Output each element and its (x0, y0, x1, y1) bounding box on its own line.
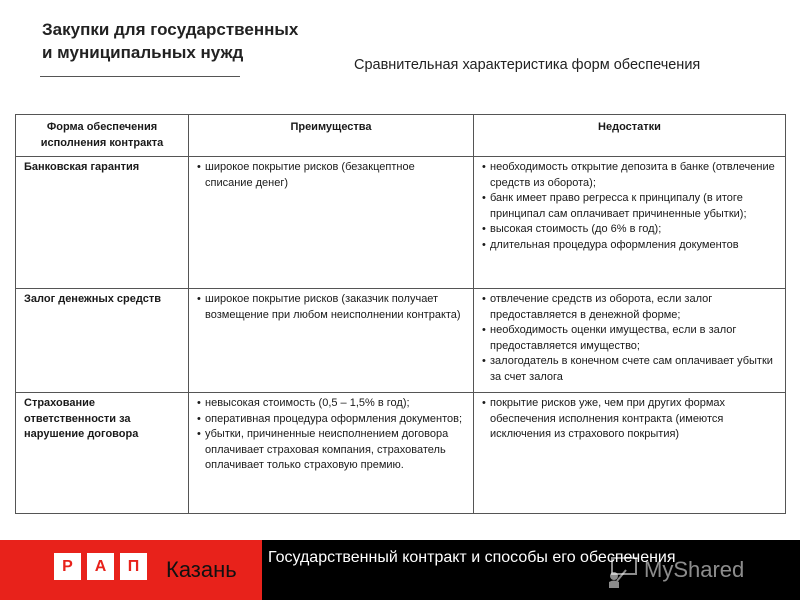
comparison-table (15, 114, 786, 514)
list-item: • убытки, причиненные неисполнением договора оплачивает страховая компания, страхователь оплачивает только страховую премию. (197, 427, 465, 474)
disadvantages-cell (474, 289, 786, 393)
list-item: • длительная процедура оформления документов (482, 238, 777, 254)
footer-brand-panel (0, 540, 262, 600)
title-divider (40, 76, 240, 77)
column-header-disadvantages: Недостатки (474, 115, 786, 157)
page-title (42, 18, 372, 64)
footer-bar (0, 540, 800, 600)
list-item: • банк имеет право регресса к принципалу (в итоге принципал сам оплачивает причиненные убытки); (482, 191, 777, 222)
advantages-cell (189, 393, 474, 514)
disadvantages-cell (474, 393, 786, 514)
list-item: • необходимость открытие депозита в банке (отвлечение средств из оборота); (482, 160, 777, 191)
title-line-1: Закупки для государственных (42, 20, 299, 39)
list-item: • отвлечение средств из оборота, если залог предоставляется в денежной форме; (482, 292, 777, 323)
row-form-name: Залог денежных средств (16, 289, 189, 393)
list-item: • невысокая стоимость (0,5 – 1,5% в год); (197, 396, 465, 412)
logo-letter: Р (54, 553, 81, 580)
watermark-text: MyShared (644, 557, 745, 582)
table-row (16, 289, 786, 393)
advantages-cell (189, 289, 474, 393)
table-row (16, 393, 786, 514)
list-item: • залогодатель в конечном счете сам оплачивает убытки за счет залога (482, 354, 777, 385)
list-item: • широкое покрытие рисков (заказчик получает возмещение при любом неисполнении контракта) (197, 292, 465, 323)
row-form-name: Страхование ответственности за нарушение договора (16, 393, 189, 514)
footer-caption: Государственный контракт и способы его обеспечения (268, 549, 676, 566)
title-line-2: и муниципальных нужд (42, 43, 244, 62)
watermark (606, 554, 796, 590)
disadvantages-cell (474, 157, 786, 289)
page-subtitle: Сравнительная характеристика форм обеспечения (354, 57, 701, 73)
list-item: • широкое покрытие рисков (безакцептное списание денег) (197, 160, 465, 191)
row-form-name: Банковская гарантия (16, 157, 189, 289)
list-item: • оперативная процедура оформления документов; (197, 412, 465, 428)
column-header-form: Форма обеспечения исполнения контракта (16, 115, 189, 157)
column-header-advantages: Преимущества (189, 115, 474, 157)
advantages-cell (189, 157, 474, 289)
logo-letter: П (120, 553, 147, 580)
table-header-row (16, 115, 786, 157)
footer-city: Казань (166, 557, 237, 582)
logo-letter: А (87, 553, 114, 580)
list-item: • высокая стоимость (до 6% в год); (482, 222, 777, 238)
list-item: • покрытие рисков уже, чем при других формах обеспечения исполнения контракта (имеются исключения из страхового покрытия) (482, 396, 777, 443)
table-row (16, 157, 786, 289)
chalkboard-teacher-icon (606, 554, 640, 588)
list-item: • необходимость оценки имущества, если в залог предоставляется имущество; (482, 323, 777, 354)
